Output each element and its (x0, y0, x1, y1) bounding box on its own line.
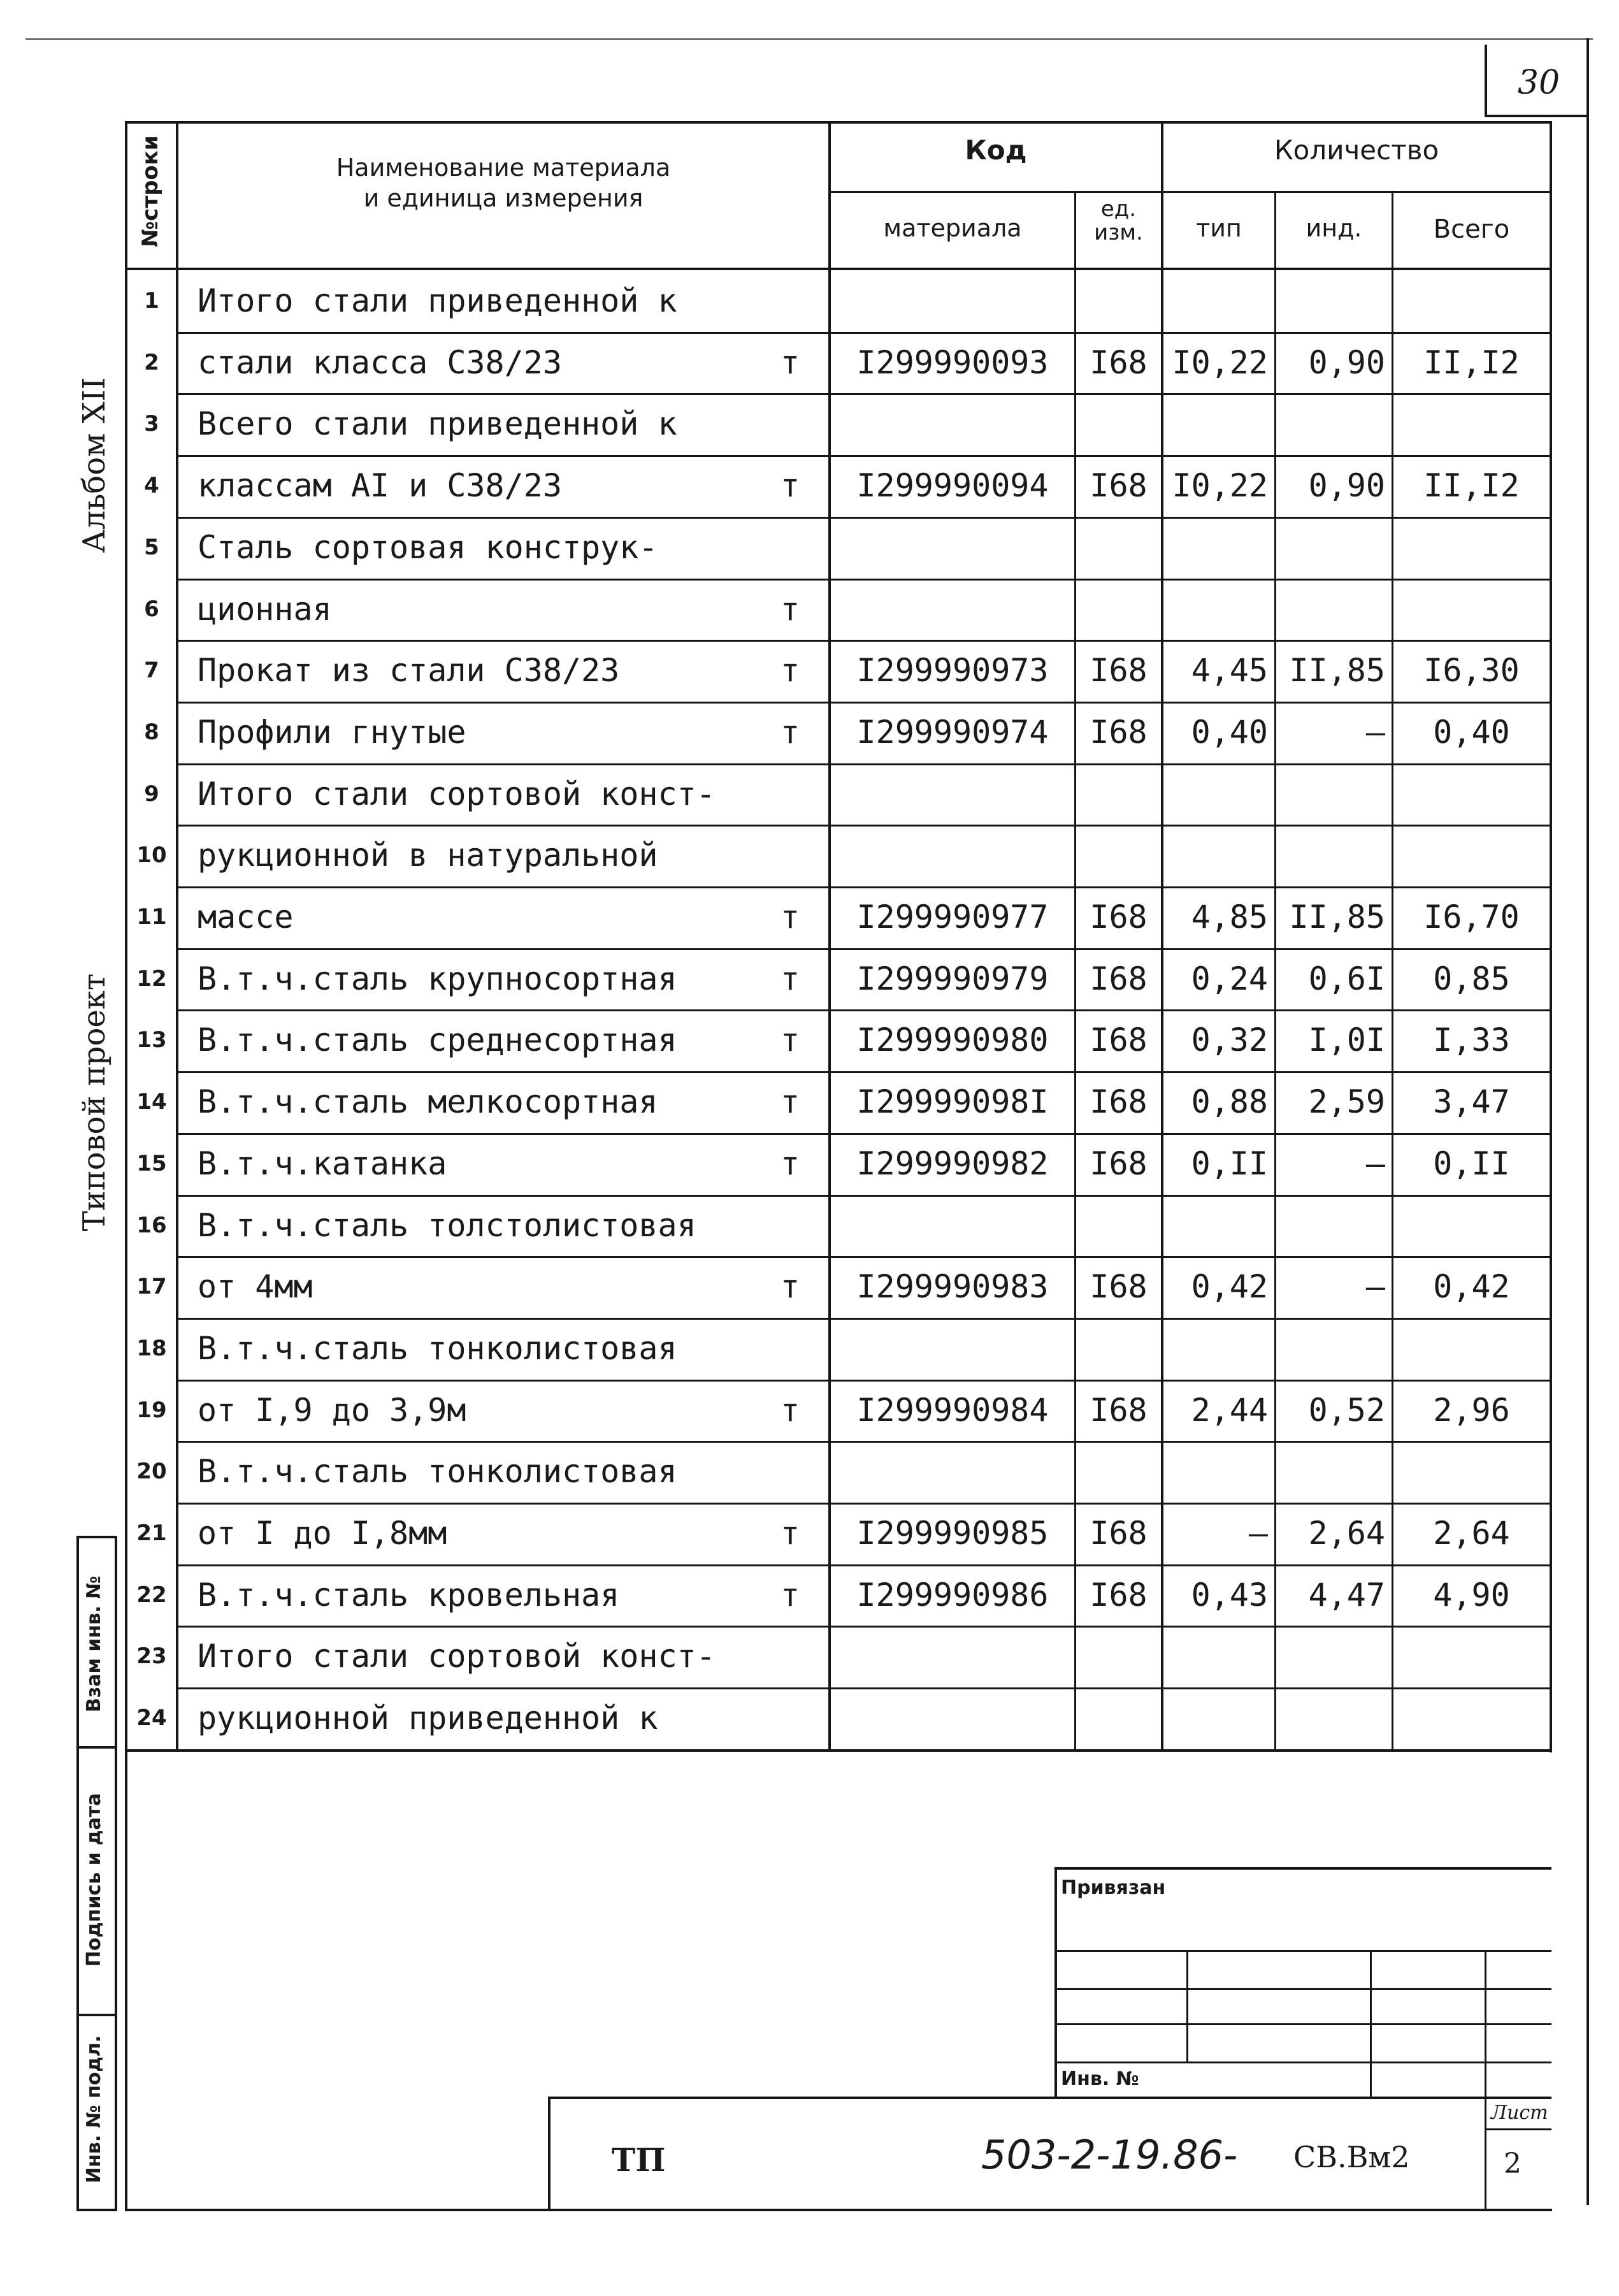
cell-ind: – (1365, 713, 1385, 751)
cell-name: Итого стали сортовой конст- (198, 1638, 716, 1675)
privyazan-label: Привязан (1061, 1877, 1166, 1899)
cell-name: В.т.ч.сталь кровельная (198, 1576, 620, 1614)
cell-ind: 0,6I (1308, 960, 1385, 997)
cell-code: I299990977 (856, 899, 1049, 935)
header-sub-line (828, 191, 1552, 193)
doc-suffix: СВ.Вм2 (1293, 2140, 1410, 2174)
cell-typ: 0,43 (1191, 1576, 1268, 1614)
tp-label: ТП (612, 2141, 666, 2179)
cell-ucode: I68 (1090, 960, 1148, 997)
cell-unit: т (780, 652, 800, 690)
cell-unit: т (780, 1391, 800, 1429)
cell-typ: 0,42 (1191, 1268, 1268, 1306)
row-number: 5 (144, 534, 159, 560)
list-label: Лист (1491, 2102, 1548, 2124)
cell-total: 3,47 (1433, 1083, 1510, 1121)
cell-name: от I,9 до 3,9м (198, 1391, 466, 1429)
cell-ind: – (1365, 1268, 1385, 1306)
cell-name: массе (198, 899, 294, 935)
cell-code: I299990983 (856, 1268, 1049, 1306)
tb-vline-3 (1370, 1950, 1372, 2097)
cell-ind: II,85 (1289, 899, 1385, 935)
row-number: 15 (136, 1150, 167, 1176)
tb-line-4 (1054, 2023, 1551, 2025)
row-number: 11 (136, 904, 167, 930)
row-number: 16 (136, 1212, 167, 1238)
vzam-inv-label: Взам инв. № (83, 1575, 105, 1713)
cell-name: Сталь сортовая конструк- (198, 528, 658, 566)
cell-total: 0,85 (1433, 960, 1510, 997)
row-number: 10 (136, 842, 167, 869)
row-number: 6 (144, 596, 159, 622)
page-number: 30 (1517, 64, 1560, 102)
cell-unit: т (780, 1144, 800, 1182)
header-code-material: материала (883, 214, 1022, 242)
cell-total: 0,40 (1433, 713, 1510, 751)
row-number: 7 (144, 658, 159, 684)
cell-ucode: I68 (1090, 343, 1148, 381)
cell-unit: т (780, 713, 800, 751)
cell-total: 0,42 (1433, 1268, 1510, 1306)
cell-typ: 4,45 (1191, 652, 1268, 690)
right-border (1587, 38, 1589, 2205)
cell-total: 2,64 (1433, 1515, 1510, 1552)
row-number: 22 (136, 1582, 167, 1608)
list-number: 2 (1504, 2148, 1522, 2180)
stamp-line-4 (76, 2209, 115, 2211)
cell-code: I299990973 (856, 652, 1049, 690)
cell-name: В.т.ч.сталь толстолистовая (198, 1206, 696, 1244)
cell-typ: 0,88 (1191, 1083, 1268, 1121)
row-number: 18 (136, 1335, 167, 1361)
cell-typ: 2,44 (1191, 1391, 1268, 1429)
doc-code: 503-2-19.86- (981, 2132, 1238, 2178)
cell-typ: 0,32 (1191, 1022, 1268, 1059)
cell-unit: т (780, 1022, 800, 1059)
cell-ucode: I68 (1090, 1268, 1148, 1306)
cell-name: В.т.ч.сталь мелкосортная (198, 1083, 658, 1121)
tb-list-divider (1485, 2128, 1551, 2130)
tb-line-3 (1054, 1988, 1551, 1990)
row-number: 23 (136, 1643, 167, 1670)
stamp-left-line (76, 1536, 79, 2211)
cell-name: рукционной приведенной к (198, 1700, 658, 1737)
cell-ind: 0,90 (1308, 343, 1385, 381)
cell-name: В.т.ч.катанка (198, 1144, 447, 1182)
table-right-border (1550, 121, 1552, 1752)
cell-total: II,I2 (1423, 343, 1520, 381)
cell-total: II,I2 (1423, 467, 1520, 505)
tb-line-5 (1054, 2061, 1551, 2063)
cell-typ: 0,40 (1191, 713, 1268, 751)
header-qty-group: Количество (1274, 134, 1439, 166)
row-number: 24 (136, 1705, 167, 1731)
album-label: Альбом XII (76, 377, 112, 553)
cell-total: I6,30 (1423, 652, 1520, 690)
cell-code: I29999098I (856, 1083, 1049, 1121)
cell-name: Профили гнутые (198, 713, 466, 751)
cell-code: I299990985 (856, 1515, 1049, 1552)
row-number: 21 (136, 1520, 167, 1546)
header-code-group: Код (965, 134, 1027, 166)
cell-unit: т (780, 1515, 800, 1552)
cell-ind: – (1365, 1144, 1385, 1182)
cell-typ: 0,II (1191, 1144, 1268, 1182)
cell-ucode: I68 (1090, 652, 1148, 690)
row-number: 14 (136, 1089, 167, 1115)
cell-total: 0,II (1433, 1144, 1510, 1182)
cell-ucode: I68 (1090, 899, 1148, 935)
table-top-border (125, 121, 1552, 124)
top-border-line (25, 38, 1593, 40)
row-number: 9 (144, 781, 159, 807)
cell-ucode: I68 (1090, 713, 1148, 751)
cell-name: рукционной в натуральной (198, 837, 658, 874)
table-bottom-border (125, 1749, 1552, 1752)
row-number: 8 (144, 719, 159, 745)
cell-unit: т (780, 960, 800, 997)
cell-name: Всего стали приведенной к (198, 405, 677, 443)
cell-ucode: I68 (1090, 467, 1148, 505)
cell-ucode: I68 (1090, 1515, 1148, 1552)
cell-name: Итого стали сортовой конст- (198, 775, 716, 812)
page-bottom-line (125, 2209, 1552, 2211)
cell-code: I299990982 (856, 1144, 1049, 1182)
header-qty-total: Всего (1433, 215, 1510, 244)
cell-ind: II,85 (1289, 652, 1385, 690)
cell-code: I299990094 (856, 467, 1049, 505)
cell-unit: т (780, 899, 800, 935)
tb-main-top (548, 2097, 1551, 2099)
header-qty-type: тип (1196, 214, 1242, 242)
tb-line-top (1054, 1867, 1551, 1870)
row-number: 20 (136, 1459, 167, 1485)
cell-name: В.т.ч.сталь крупносортная (198, 960, 677, 997)
row-number: 3 (144, 411, 159, 437)
row-number: 2 (144, 349, 159, 375)
cell-ucode: I68 (1090, 1391, 1148, 1429)
cell-ind: 2,59 (1308, 1083, 1385, 1121)
stamp-mid-line (115, 1536, 117, 2211)
cell-unit: т (780, 467, 800, 505)
cell-name: Прокат из стали С38/23 (198, 652, 620, 690)
stamp-line-2 (76, 1746, 115, 1749)
cell-code: I299990974 (856, 713, 1049, 751)
cell-code: I299990986 (856, 1576, 1049, 1614)
cell-ind: 0,90 (1308, 467, 1385, 505)
cell-unit: т (780, 1576, 800, 1614)
cell-ind: I,0I (1308, 1022, 1385, 1059)
tb-line-2 (1054, 1950, 1551, 1952)
cell-code: I299990979 (856, 960, 1049, 997)
row-number: 19 (136, 1397, 167, 1423)
cell-name: от I до I,8мм (198, 1515, 447, 1552)
cell-name: ционная (198, 590, 332, 628)
cell-ind: 4,47 (1308, 1576, 1385, 1614)
cell-unit: т (780, 1083, 800, 1121)
row-number: 4 (144, 473, 159, 499)
cell-name: Итого стали приведенной к (198, 282, 677, 319)
cell-unit: т (780, 1268, 800, 1306)
row-number: 17 (136, 1274, 167, 1300)
header-qty-ind: инд. (1306, 214, 1362, 242)
cell-name: В.т.ч.сталь тонколистовая (198, 1453, 677, 1491)
row-number: 13 (136, 1027, 167, 1053)
cell-ucode: I68 (1090, 1144, 1148, 1182)
cell-typ: 0,24 (1191, 960, 1268, 997)
cell-code: I299990093 (856, 343, 1049, 381)
cell-typ: 4,85 (1191, 899, 1268, 935)
cell-typ: I0,22 (1172, 343, 1268, 381)
tb-vline-2 (1186, 1950, 1188, 2061)
cell-name: В.т.ч.сталь тонколистовая (198, 1329, 677, 1367)
cell-ind: 0,52 (1308, 1391, 1385, 1429)
cell-unit: т (780, 343, 800, 381)
cell-name: стали класса С38/23 (198, 343, 562, 381)
cell-ucode: I68 (1090, 1022, 1148, 1059)
tb-main-left (548, 2097, 550, 2211)
cell-typ: I0,22 (1172, 467, 1268, 505)
cell-code: I299990984 (856, 1391, 1049, 1429)
signature-date-label: Подпись и дата (83, 1793, 105, 1967)
inv-no-label: Инв. № (1061, 2068, 1139, 2090)
tb-vline-4 (1485, 1950, 1486, 2211)
cell-name: классам AI и С38/23 (198, 467, 562, 505)
cell-ucode: I68 (1090, 1083, 1148, 1121)
cell-total: 2,96 (1433, 1391, 1510, 1429)
cell-code: I299990980 (856, 1022, 1049, 1059)
tb-vline-1 (1054, 1867, 1057, 2097)
cell-total: I6,70 (1423, 899, 1520, 935)
inv-podl-label: Инв. № подл. (83, 2035, 105, 2184)
header-code-unit: ед. изм. (1094, 196, 1143, 246)
cell-unit: т (780, 590, 800, 628)
row-number: 1 (144, 288, 159, 314)
stamp-line-1 (76, 1536, 115, 1538)
cell-typ: – (1248, 1515, 1268, 1552)
cell-ucode: I68 (1090, 1576, 1148, 1614)
cell-total: I,33 (1433, 1022, 1510, 1059)
cell-ind: 2,64 (1308, 1515, 1385, 1552)
cell-name: В.т.ч.сталь среднесортная (198, 1022, 677, 1059)
cell-total: 4,90 (1433, 1576, 1510, 1614)
project-label: Типовой проект (76, 973, 112, 1232)
header-name: Наименование материала и единица измерения (336, 154, 671, 212)
cell-name: от 4мм (198, 1268, 313, 1306)
header-row-no: №строки (138, 135, 163, 247)
row-number: 12 (136, 965, 167, 992)
